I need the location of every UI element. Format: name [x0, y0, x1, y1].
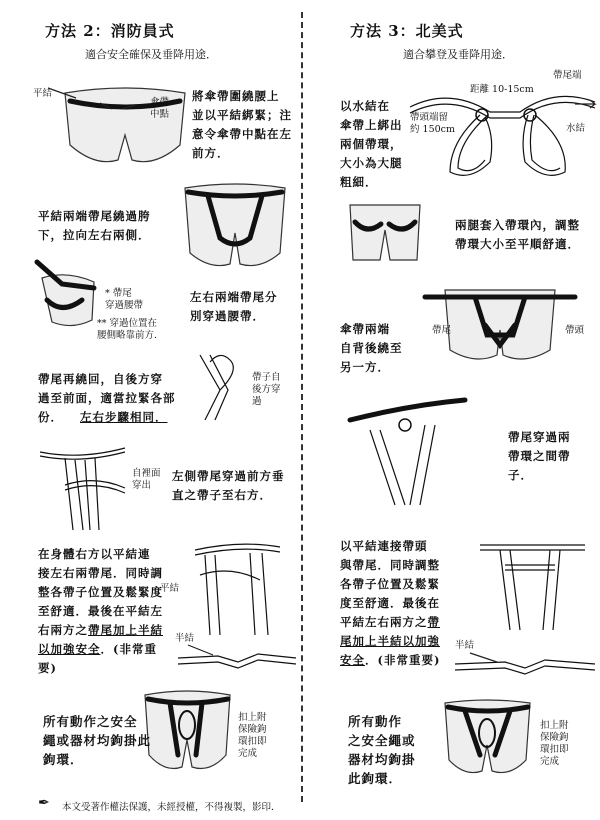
- left-step-5: 左側帶尾穿過前方垂 直之帶子至右方．: [172, 469, 285, 502]
- pointer-line: [28, 82, 78, 102]
- right-step-2: 兩腿套入帶環內，調整 帶環大小至平順舒適．: [455, 218, 580, 251]
- label-water-knot: 水結: [566, 123, 586, 134]
- right-step-3: 傘帶兩端 自背後繞至 另一方．: [340, 322, 403, 374]
- left-step-2: 平結兩端帶尾繞過胯 下，拉向左右兩側．: [38, 209, 151, 242]
- fig-waist-knot: [60, 75, 190, 170]
- left-step-7: 所有動作之安全 繩或器材均鉤掛此 鉤環．: [43, 714, 152, 767]
- left-step-6-emph-a: 帶尾加上半結: [88, 623, 163, 637]
- right-step-4: 帶尾穿過兩 帶環之間帶 子．: [508, 430, 571, 482]
- fig-half-knot-right: [455, 648, 595, 680]
- left-step-3: 左右兩端帶尾分 別穿過腰帶．: [190, 290, 278, 323]
- right-subtitle: 適合攀登及垂降用途．: [403, 48, 513, 61]
- right-title: 方法 3：北美式: [350, 22, 464, 40]
- left-step-1: 將傘帶圍繞腰上 並以平結綁緊；注 意令傘帶中點在左 前方．: [192, 89, 292, 160]
- footer-copyright: 本文受著作權法保護，未經授權，不得複製，影印．: [62, 802, 281, 813]
- label-carabiner-left: 扣上附 保險鉤 環扣即 完成: [238, 712, 267, 759]
- left-step-4: 帶尾再繞回，自後方穿 過至前面，適當拉緊各部 份．: [38, 372, 176, 424]
- left-step-6: 在身體右方以平結連 接左右兩帶尾．同時調 整各帶子位置及鬆緊度 至舒適．最後在平結左 右兩方之帶尾加上半結 以加強安全．(非常重 要): [38, 547, 163, 675]
- feather-icon: ✒: [38, 795, 50, 811]
- label-tail-note-2: ** 穿過位置在 腰側略靠前方.: [97, 318, 158, 341]
- right-step-1: 以水結在 傘帶上綁出 兩個帶環， 大小為大腿 粗細．: [340, 99, 403, 189]
- column-divider: [301, 12, 303, 802]
- right-step-5: 以平結連接帶頭 與帶尾．同時調整 各帶子位置及鬆緊 度至舒適．最後在 平結左右兩方之帶 尾加上半結以加強 安全．(非常重要): [340, 539, 441, 667]
- label-half-knot-left: 半結: [175, 633, 195, 644]
- label-tail-note-1: * 帶尾 穿過腰帶: [105, 288, 144, 311]
- label-tail: 帶尾: [432, 325, 452, 336]
- label-from-back: 帶子自 後方穿 過: [252, 372, 281, 407]
- left-step-4-emphasis: 左右步驟相同．: [80, 410, 168, 424]
- fig-front-flat-knot: [475, 525, 590, 635]
- fig-carabiner-right: [440, 695, 535, 785]
- right-step-5-emph: 帶 尾加上半結以加強 安全: [340, 615, 440, 667]
- left-step-6-emph-b: 以加強安全: [38, 642, 101, 656]
- label-carabiner-right: 扣上附 保險鉤 環扣即 完成: [540, 720, 569, 767]
- fig-carabiner-left: [140, 685, 235, 780]
- label-tail-end: 帶尾端: [553, 70, 582, 81]
- fig-tail-through: [350, 395, 475, 515]
- fig-crotch-wrap: [180, 178, 290, 273]
- right-step-6: 所有動作 之安全繩或 器材均鉤掛 此鉤環．: [348, 714, 416, 786]
- left-subtitle: 適合安全確保及垂降用途．: [85, 48, 217, 61]
- left-title: 方法 2：消防員式: [45, 22, 175, 40]
- fig-loop-back: [190, 350, 250, 425]
- label-flat-knot-2: 平結: [160, 583, 180, 594]
- fig-side-flat-knot: [190, 535, 285, 640]
- label-head-reserve: 帶頭端留 約 150cm: [410, 112, 455, 135]
- fig-legs-in-loops: [345, 200, 425, 265]
- fig-cross-front: [35, 440, 130, 535]
- fig-side-view: [32, 260, 102, 340]
- label-flat-knot-1: 平結: [33, 88, 53, 99]
- fig-half-knot-left: [178, 640, 296, 675]
- label-half-knot-right: 半結: [455, 640, 475, 651]
- label-distance: 距離 10-15cm: [470, 84, 534, 95]
- label-rope-mid: 傘帶 中點: [150, 97, 170, 120]
- label-inside-out: 自裡面 穿出: [132, 468, 161, 491]
- label-head: 帶頭: [565, 325, 585, 336]
